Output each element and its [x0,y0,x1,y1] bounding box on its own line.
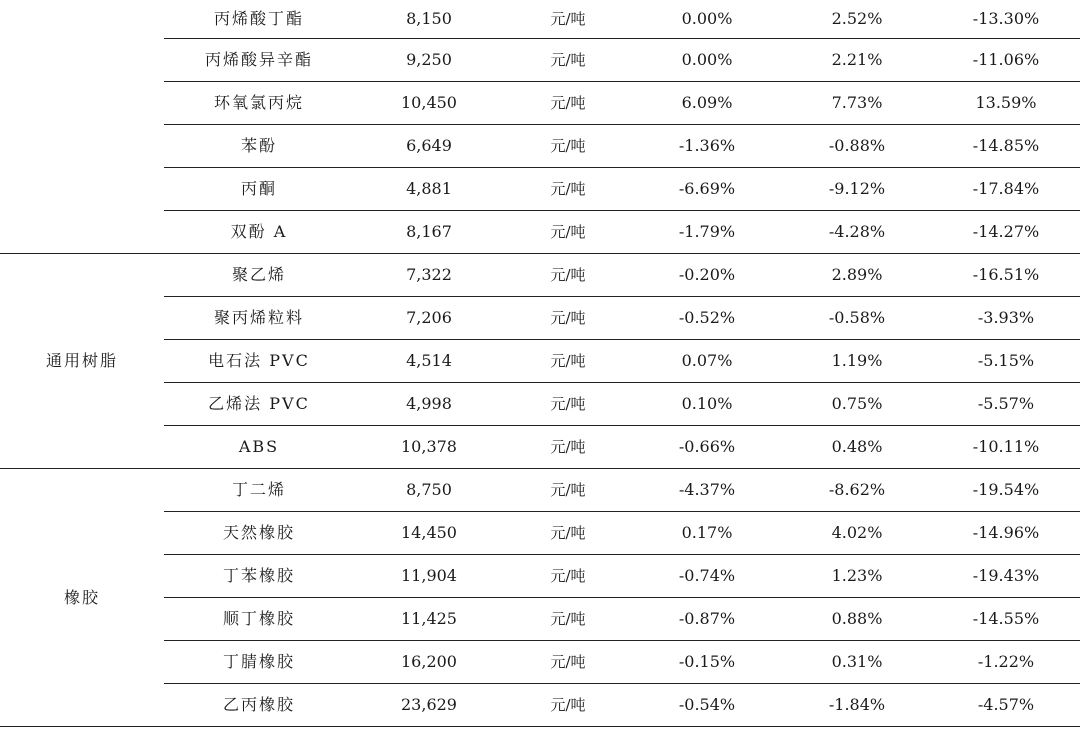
unit-label: 元/吨 [504,383,632,426]
change-1: -0.74% [632,555,782,598]
product-name: 丁腈橡胶 [164,641,354,684]
price-value: 8,167 [354,211,504,254]
product-name: 乙丙橡胶 [164,684,354,727]
product-name: 丙酮 [164,168,354,211]
price-value: 8,150 [354,0,504,39]
change-1: -0.15% [632,641,782,684]
change-1: 6.09% [632,82,782,125]
change-2: 2.21% [782,39,932,82]
change-2: -0.58% [782,297,932,340]
price-value: 11,425 [354,598,504,641]
product-name: 丙烯酸丁酯 [164,0,354,39]
change-3: -11.06% [932,39,1080,82]
change-2: -4.28% [782,211,932,254]
change-2: 2.52% [782,0,932,39]
price-value: 6,649 [354,125,504,168]
price-value: 14,450 [354,512,504,555]
product-name: 双酚 A [164,211,354,254]
price-value: 10,378 [354,426,504,469]
product-name: 顺丁橡胶 [164,598,354,641]
change-3: 13.59% [932,82,1080,125]
price-value: 9,250 [354,39,504,82]
product-name: 乙烯法 PVC [164,383,354,426]
change-1: 0.10% [632,383,782,426]
change-3: -1.22% [932,641,1080,684]
change-1: 0.00% [632,0,782,39]
change-3: -13.30% [932,0,1080,39]
change-1: 0.07% [632,340,782,383]
unit-label: 元/吨 [504,82,632,125]
product-name: 电石法 PVC [164,340,354,383]
product-name: ABS [164,426,354,469]
change-1: -0.52% [632,297,782,340]
unit-label: 元/吨 [504,211,632,254]
unit-label: 元/吨 [504,168,632,211]
change-1: 0.00% [632,39,782,82]
change-3: -16.51% [932,254,1080,297]
price-value: 4,514 [354,340,504,383]
unit-label: 元/吨 [504,641,632,684]
price-value: 10,450 [354,82,504,125]
product-name: 聚乙烯 [164,254,354,297]
change-1: -1.36% [632,125,782,168]
price-value: 8,750 [354,469,504,512]
product-name: 丁苯橡胶 [164,555,354,598]
table-row [0,254,1080,297]
change-2: 7.73% [782,82,932,125]
change-3: -14.85% [932,125,1080,168]
unit-label: 元/吨 [504,598,632,641]
unit-label: 元/吨 [504,39,632,82]
change-1: -6.69% [632,168,782,211]
price-value: 4,881 [354,168,504,211]
product-name: 聚丙烯粒料 [164,297,354,340]
change-2: -0.88% [782,125,932,168]
change-2: -8.62% [782,469,932,512]
change-2: -1.84% [782,684,932,727]
price-value: 16,200 [354,641,504,684]
price-value: 4,998 [354,383,504,426]
price-value: 11,904 [354,555,504,598]
change-1: -0.66% [632,426,782,469]
change-3: -14.27% [932,211,1080,254]
change-2: 2.89% [782,254,932,297]
unit-label: 元/吨 [504,555,632,598]
product-name: 天然橡胶 [164,512,354,555]
change-3: -5.15% [932,340,1080,383]
unit-label: 元/吨 [504,254,632,297]
change-2: 1.23% [782,555,932,598]
change-1: 0.17% [632,512,782,555]
change-2: -9.12% [782,168,932,211]
category-cell: 通用树脂 [0,254,164,469]
product-name: 苯酚 [164,125,354,168]
unit-label: 元/吨 [504,426,632,469]
change-1: -0.20% [632,254,782,297]
unit-label: 元/吨 [504,0,632,39]
category-cell: 橡胶 [0,469,164,727]
change-3: -10.11% [932,426,1080,469]
change-3: -5.57% [932,383,1080,426]
change-2: 1.19% [782,340,932,383]
unit-label: 元/吨 [504,684,632,727]
change-3: -14.55% [932,598,1080,641]
change-2: 0.48% [782,426,932,469]
unit-label: 元/吨 [504,297,632,340]
unit-label: 元/吨 [504,340,632,383]
change-3: -3.93% [932,297,1080,340]
change-2: 4.02% [782,512,932,555]
unit-label: 元/吨 [504,512,632,555]
change-1: -0.87% [632,598,782,641]
category-cell [0,0,164,254]
change-3: -17.84% [932,168,1080,211]
change-2: 0.88% [782,598,932,641]
change-1: -1.79% [632,211,782,254]
price-value: 23,629 [354,684,504,727]
change-3: -14.96% [932,512,1080,555]
change-3: -4.57% [932,684,1080,727]
price-value: 7,206 [354,297,504,340]
change-3: -19.43% [932,555,1080,598]
change-1: -0.54% [632,684,782,727]
change-3: -19.54% [932,469,1080,512]
price-value: 7,322 [354,254,504,297]
product-name: 丙烯酸异辛酯 [164,39,354,82]
table-row [0,469,1080,512]
product-name: 丁二烯 [164,469,354,512]
table-row [0,0,1080,39]
change-2: 0.31% [782,641,932,684]
product-name: 环氧氯丙烷 [164,82,354,125]
unit-label: 元/吨 [504,469,632,512]
change-1: -4.37% [632,469,782,512]
unit-label: 元/吨 [504,125,632,168]
change-2: 0.75% [782,383,932,426]
